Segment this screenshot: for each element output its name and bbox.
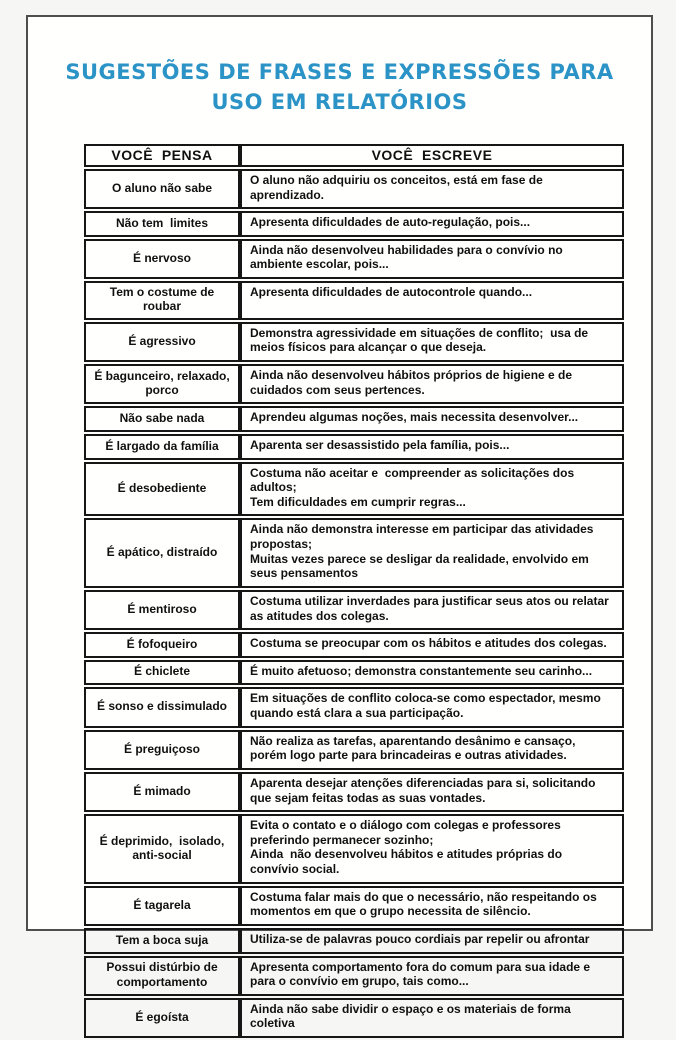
table-row (84, 730, 624, 770)
escreve-line: Apresenta dificuldades de autocontrole quando... (250, 285, 533, 299)
voce-pensa-cell: É mimado (84, 772, 240, 812)
voce-escreve-cell (240, 660, 624, 686)
voce-pensa-cell: É largado da família (84, 434, 240, 460)
table-row (84, 956, 624, 996)
table-row (84, 687, 624, 727)
phrases-table (84, 142, 624, 1040)
escreve-line: Não realiza as tarefas, aparentando desânimo e cansaço, porém logo parte para brincadeiras e outras atividades. (250, 733, 579, 763)
table-row (84, 518, 624, 588)
escreve-line: Ainda não desenvolveu habilidades para o convívio no ambiente escolar, pois... (250, 242, 567, 272)
table-row (84, 660, 624, 686)
voce-escreve-cell (240, 281, 624, 320)
voce-pensa-cell: É fofoqueiro (84, 632, 240, 658)
escreve-line: Demonstra agressividade em situações de conflito; usa de meios físicos para alcançar o que deseja. (250, 325, 592, 355)
escreve-line: Ainda não demonstra interesse em participar das atividades propostas; (250, 522, 597, 552)
column-header-voce-pensa: VOCÊ PENSA (84, 144, 240, 167)
voce-escreve-cell (240, 632, 624, 658)
table-row (84, 632, 624, 658)
voce-escreve-cell (240, 211, 624, 237)
escreve-line: Evita o contato e o diálogo com colegas e professores preferindo permanecer sozinho; (250, 818, 565, 847)
escreve-line: Utiliza-se de palavras pouco cordiais par repelir ou afrontar (250, 931, 590, 946)
escreve-line: É muito afetuoso; demonstra constantemente seu carinho... (250, 663, 593, 678)
voce-escreve-cell (240, 814, 624, 884)
escreve-line: Apresenta comportamento fora do comum para sua idade e para o convívio em grupo, tais como... (250, 959, 594, 989)
escreve-line: Costuma não aceitar e compreender as solicitações dos adultos; (250, 465, 578, 495)
escreve-line: Muitas vezes parece se desligar da realidade, envolvido em seus pensamentos (250, 551, 593, 581)
document-title-line1: SUGESTÕES DE FRASES E EXPRESSÕES PARA (65, 60, 614, 84)
table-row (84, 462, 624, 517)
voce-pensa-cell: É bagunceiro, relaxado, porco (84, 364, 240, 404)
voce-escreve-cell (240, 434, 624, 460)
voce-escreve-cell (240, 169, 624, 209)
voce-pensa-cell: É tagarela (84, 886, 240, 926)
escreve-line: Costuma falar mais do que o necessário, não respeitando os momentos em que o grupo necessita de silêncio. (250, 889, 601, 919)
table-row (84, 364, 624, 404)
escreve-line: Apresenta dificuldades de auto-regulação, pois... (250, 215, 531, 230)
voce-pensa-cell: Tem a boca suja (84, 928, 240, 954)
voce-escreve-cell (240, 322, 624, 362)
voce-pensa-cell: Possui distúrbio de comportamento (84, 956, 240, 996)
table-row (84, 169, 624, 209)
voce-pensa-cell: É apático, distraído (84, 518, 240, 588)
voce-pensa-cell: É chiclete (84, 660, 240, 686)
escreve-line: Ainda não desenvolveu hábitos próprios de higiene e de cuidados com seus pertences. (250, 368, 576, 397)
table-row (84, 814, 624, 884)
voce-pensa-cell: É nervoso (84, 239, 240, 279)
phrases-table-head (84, 144, 624, 167)
phrases-table-body (84, 169, 624, 1038)
voce-escreve-cell (240, 590, 624, 630)
escreve-line: Aprendeu algumas noções, mais necessita desenvolver... (250, 410, 579, 425)
escreve-line: Aparenta ser desassistido pela família, pois... (250, 437, 510, 452)
voce-pensa-cell: Não sabe nada (84, 406, 240, 432)
escreve-line: Em situações de conflito coloca-se como espectador, mesmo quando está clara a sua participação. (250, 691, 605, 721)
voce-pensa-cell: É sonso e dissimulado (84, 687, 240, 727)
table-row (84, 998, 624, 1038)
voce-pensa-cell: O aluno não sabe (84, 169, 240, 209)
voce-escreve-cell (240, 462, 624, 517)
voce-escreve-cell (240, 998, 624, 1038)
table-row (84, 886, 624, 926)
escreve-line: Ainda não desenvolveu hábitos e atitudes próprias do convívio social. (250, 847, 566, 877)
voce-pensa-cell: Não tem limites (84, 211, 240, 237)
voce-escreve-cell (240, 239, 624, 279)
voce-escreve-cell (240, 364, 624, 404)
escreve-line: Tem dificuldades em cumprir regras... (250, 494, 466, 509)
table-row (84, 590, 624, 630)
voce-escreve-cell (240, 730, 624, 770)
voce-escreve-cell (240, 956, 624, 996)
table-row (84, 281, 624, 320)
document-title-line2: USO EM RELATÓRIOS (211, 90, 468, 115)
voce-escreve-cell (240, 886, 624, 926)
column-header-voce-escreve: VOCÊ ESCREVE (240, 144, 624, 167)
voce-escreve-cell (240, 406, 624, 432)
voce-escreve-cell (240, 687, 624, 727)
escreve-line: Aparenta desejar atenções diferenciadas para si, solicitando que sejam feitas todas as suas vontades. (250, 775, 599, 805)
voce-pensa-cell: É desobediente (84, 462, 240, 517)
escreve-line: Ainda não sabe dividir o espaço e os materiais de forma coletiva (250, 1001, 575, 1031)
escreve-line: Costuma se preocupar com os hábitos e atitudes dos colegas. (250, 636, 607, 651)
table-row (84, 434, 624, 460)
voce-escreve-cell (240, 518, 624, 588)
voce-escreve-cell (240, 772, 624, 812)
voce-pensa-cell: É preguiçoso (84, 730, 240, 770)
voce-pensa-cell: É deprimido, isolado, anti-social (84, 814, 240, 884)
table-row (84, 928, 624, 954)
voce-pensa-cell: É mentiroso (84, 590, 240, 630)
escreve-line: Costuma utilizar inverdades para justificar seus atos ou relatar as atitudes dos colegas. (250, 593, 613, 623)
table-row (84, 772, 624, 812)
document-title (40, 57, 639, 118)
voce-pensa-cell: Tem o costume de roubar (84, 281, 240, 320)
table-row (84, 322, 624, 362)
header-row (84, 144, 624, 167)
document-page (26, 15, 653, 1031)
voce-pensa-cell: É egoísta (84, 998, 240, 1038)
voce-pensa-cell: É agressivo (84, 322, 240, 362)
table-row (84, 406, 624, 432)
escreve-line: O aluno não adquiriu os conceitos, está em fase de aprendizado. (250, 172, 547, 202)
table-row (84, 211, 624, 237)
voce-escreve-cell (240, 928, 624, 954)
table-row (84, 239, 624, 279)
